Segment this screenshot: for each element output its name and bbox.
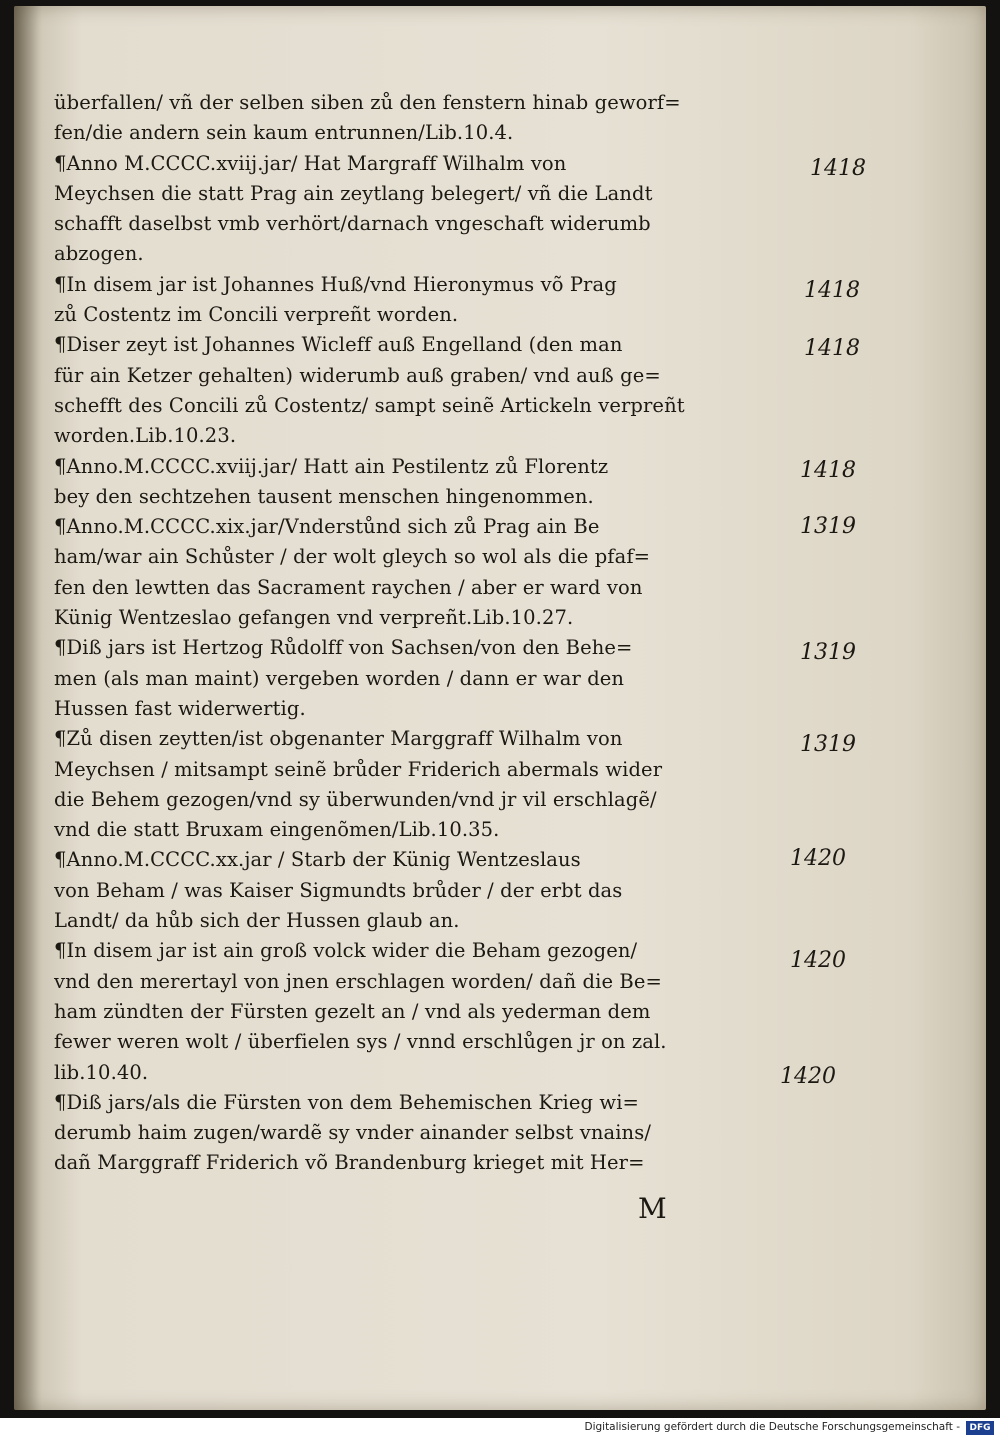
page-binding-shadow bbox=[14, 6, 42, 1410]
margin-year: 1418 bbox=[800, 458, 856, 483]
text-line: fewer weren wolt / überfielen sys / vnnd erschlůgen jr on zal. bbox=[54, 1030, 667, 1054]
text-line: ¶Diser zeyt ist Johannes Wicleff auß Engelland (den man bbox=[54, 333, 623, 357]
text-line: von Beham / was Kaiser Sigmundts brůder / der erbt das bbox=[54, 878, 623, 902]
margin-year: 1319 bbox=[800, 640, 856, 665]
text-line: men (als man maint) vergeben worden / dann er war den bbox=[54, 666, 625, 690]
text-line: bey den sechtzehen tausent menschen hingenommen. bbox=[54, 484, 594, 508]
text-line: fen den lewtten das Sacrament raychen / aber er ward von bbox=[54, 575, 643, 599]
footer-bar bbox=[0, 1418, 1000, 1438]
text-line: Meychsen / mitsampt seinẽ brůder Friderich abermals wider bbox=[54, 757, 663, 781]
text-line: ¶Anno.M.CCCC.xix.jar/Vnderstůnd sich zů Prag ain Be bbox=[54, 515, 600, 539]
text-line: ham/war ain Schůster / der wolt gleych so wol als die pfaf= bbox=[54, 545, 651, 569]
text-line: abzogen. bbox=[54, 242, 144, 266]
text-line: schafft daselbst vmb verhört/darnach vngeschaft widerumb bbox=[54, 212, 651, 236]
text-line: fen/die andern sein kaum entrunnen/Lib.10.4. bbox=[54, 121, 514, 145]
text-line: ¶Anno.M.CCCC.xviij.jar/ Hatt ain Pestilentz zů Florentz bbox=[54, 454, 609, 478]
text-line: ¶Anno M.CCCC.xviij.jar/ Hat Margraff Wilhalm von bbox=[54, 151, 567, 175]
margin-year: 1420 bbox=[780, 1064, 836, 1089]
text-line: ¶In disem jar ist Johannes Huß/vnd Hieronymus võ Prag bbox=[54, 272, 617, 296]
text-line: ¶In disem jar ist ain groß volck wider die Beham gezogen/ bbox=[54, 939, 638, 963]
text-line: Landt/ da hůb sich der Hussen glaub an. bbox=[54, 909, 460, 933]
text-line: ¶Zů disen zeytten/ist obgenanter Marggraff Wilhalm von bbox=[54, 727, 623, 751]
margin-year: 1418 bbox=[804, 278, 860, 303]
catchword: M bbox=[638, 1192, 667, 1225]
text-line: ham zündten der Fürsten gezelt an / vnd als yederman dem bbox=[54, 999, 651, 1023]
text-line: vnd den merertayl von jnen erschlagen worden/ dañ die Be= bbox=[54, 969, 662, 993]
margin-year: 1418 bbox=[804, 336, 860, 361]
text-line: zů Costentz im Concili verpreñt worden. bbox=[54, 303, 459, 327]
margin-year: 1418 bbox=[810, 156, 866, 181]
text-line: derumb haim zugen/wardẽ sy vnder ainander selbst vnains/ bbox=[54, 1121, 651, 1145]
text-line: Hussen fast widerwertig. bbox=[54, 696, 306, 720]
text-line: die Behem gezogen/vnd sy überwunden/vnd jr vil erschlagẽ/ bbox=[54, 787, 657, 811]
text-line: ¶Diß jars/als die Fürsten von dem Behemischen Krieg wi= bbox=[54, 1090, 639, 1114]
margin-years-column bbox=[780, 6, 900, 1416]
page-text-block bbox=[54, 88, 794, 1179]
margin-year: 1319 bbox=[800, 732, 856, 757]
text-line: worden.Lib.10.23. bbox=[54, 424, 237, 448]
book-page bbox=[14, 6, 986, 1410]
margin-year: 1319 bbox=[800, 514, 856, 539]
text-line: Meychsen die statt Prag ain zeytlang belegert/ vñ die Landt bbox=[54, 181, 653, 205]
text-line: vnd die statt Bruxam eingenõmen/Lib.10.35. bbox=[54, 818, 500, 842]
text-line: ¶Diß jars ist Hertzog Růdolff von Sachsen/von den Behe= bbox=[54, 636, 633, 660]
text-line: schefft des Concili zů Costentz/ sampt seinẽ Artickeln verpreñt bbox=[54, 393, 685, 417]
text-line: ¶Anno.M.CCCC.xx.jar / Starb der Künig Wentzeslaus bbox=[54, 848, 581, 872]
margin-year: 1420 bbox=[790, 948, 846, 973]
dfg-logo: DFG bbox=[966, 1421, 994, 1435]
text-line: dañ Marggraff Friderich võ Brandenburg krieget mit Her= bbox=[54, 1151, 645, 1175]
margin-year: 1420 bbox=[790, 846, 846, 871]
text-line: überfallen/ vñ der selben siben zů den fenstern hinab geworf= bbox=[54, 91, 681, 114]
text-line: Künig Wentzeslao gefangen vnd verpreñt.Lib.10.27. bbox=[54, 606, 574, 630]
funding-credit: Digitalisierung gefördert durch die Deutsche Forschungsgemeinschaft - bbox=[584, 1421, 960, 1433]
text-line: für ain Ketzer gehalten) widerumb auß graben/ vnd auß ge= bbox=[54, 363, 661, 387]
text-line: lib.10.40. bbox=[54, 1060, 149, 1084]
